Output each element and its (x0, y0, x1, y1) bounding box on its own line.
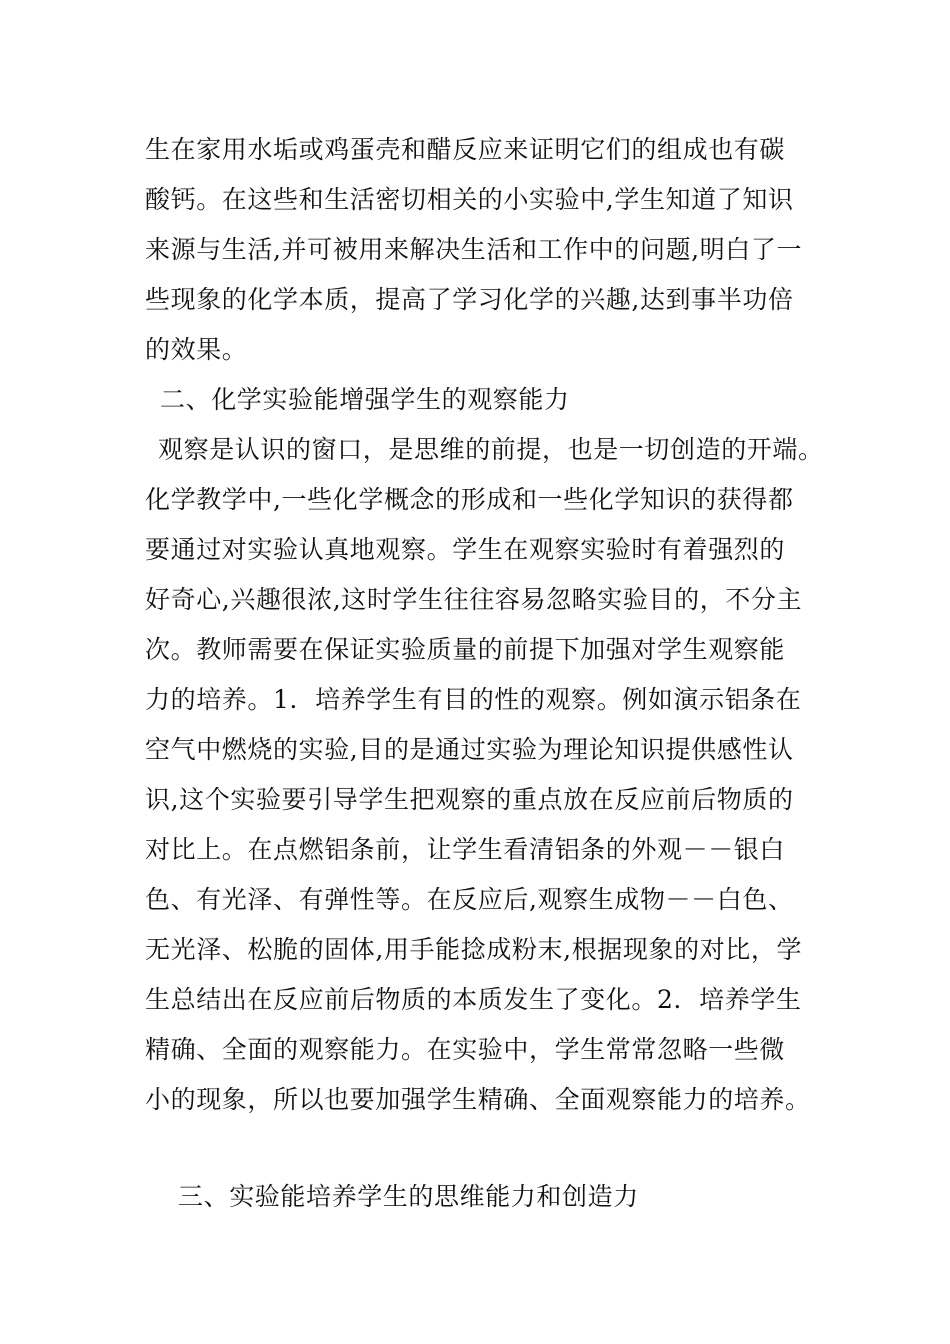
text-line: 次。教师需要在保证实验质量的前提下加强对学生观察能 (145, 635, 786, 664)
text-line: 对比上。在点燃铝条前，让学生看清铝条的外观－－银白 (145, 835, 786, 864)
text-line: 空气中燃烧的实验,目的是通过实验为理论知识提供感性认 (145, 735, 794, 764)
text-line: 要通过对实验认真地观察。学生在观察实验时有着强烈的 (145, 535, 786, 564)
text-line: 色、有光泽、有弹性等。在反应后,观察生成物－－白色、 (145, 885, 794, 914)
text-line: 无光泽、松脆的固体,用手能捻成粉末,根据现象的对比，学 (145, 935, 803, 964)
text-line: 精确、全面的观察能力。在实验中，学生常常忽略一些微 (145, 1035, 786, 1064)
text-line: 生在家用水垢或鸡蛋壳和醋反应来证明它们的组成也有碳 (145, 135, 786, 164)
text-line: 小的现象，所以也要加强学生精确、全面观察能力的培养。 (145, 1085, 811, 1114)
text-line: 些现象的化学本质，提高了学习化学的兴趣,达到事半功倍 (145, 285, 794, 314)
text-line: 酸钙。在这些和生活密切相关的小实验中,学生知道了知识 (145, 185, 794, 214)
section-heading: 三、实验能培养学生的思维能力和创造力 (178, 1182, 639, 1211)
section-heading: 二、化学实验能增强学生的观察能力 (160, 385, 570, 414)
text-line: 来源与生活,并可被用来解决生活和工作中的问题,明白了一 (145, 235, 803, 264)
text-line: 观察是认识的窗口，是思维的前提，也是一切创造的开端。 (158, 435, 824, 464)
text-line: 识,这个实验要引导学生把观察的重点放在反应前后物质的 (145, 785, 794, 814)
text-line: 化学教学中,一些化学概念的形成和一些化学知识的获得都 (145, 485, 794, 514)
text-line: 的效果。 (145, 335, 248, 364)
text-line: 力的培养。1．培养学生有目的性的观察。例如演示铝条在 (145, 685, 802, 714)
text-line: 好奇心,兴趣很浓,这时学生往往容易忽略实验目的，不分主 (145, 585, 803, 614)
text-line: 生总结出在反应前后物质的本质发生了变化。2．培养学生 (145, 985, 802, 1014)
